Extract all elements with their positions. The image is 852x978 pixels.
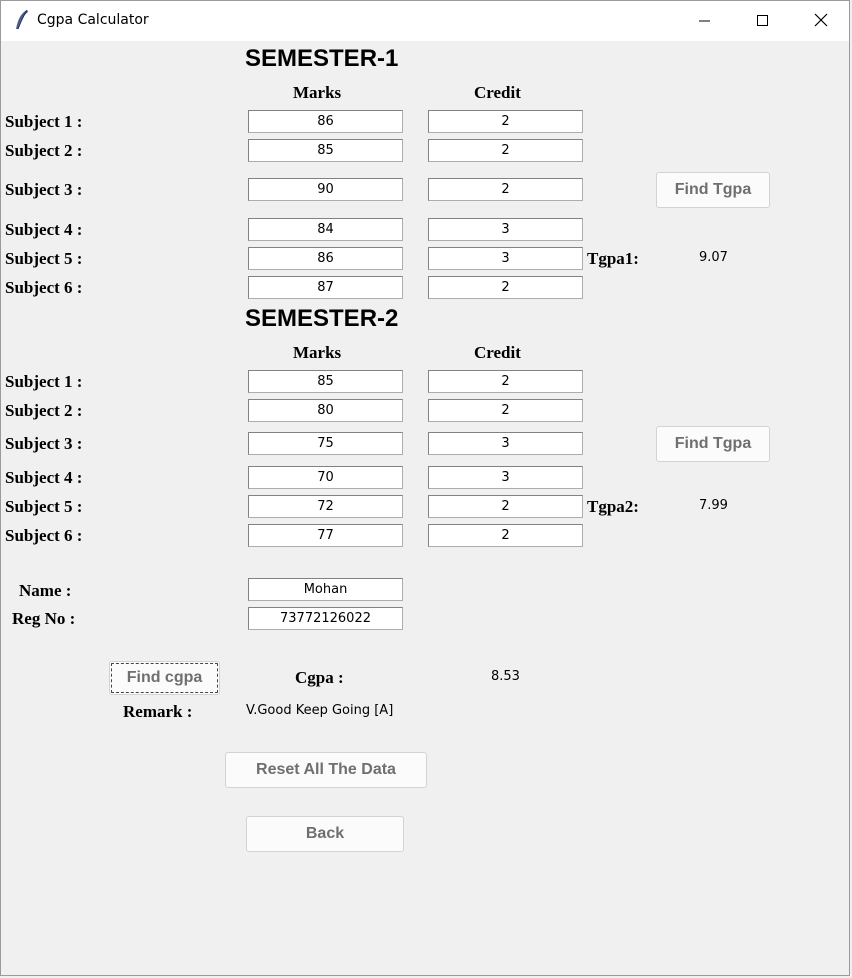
sem2-subject4-credit-input[interactable]: 3 [428,466,583,489]
sem1-subject3-marks-input[interactable]: 90 [248,178,403,201]
sem2-subject4-label: Subject 4 : [5,468,83,487]
sem1-subject5-label: Subject 5 : [5,249,83,268]
name-input[interactable]: Mohan [248,578,403,601]
sem1-subject3-label: Subject 3 : [5,180,83,199]
title-bar [1,1,850,41]
sem2-subject2-credit-input[interactable]: 2 [428,399,583,422]
sem2-subject6-label: Subject 6 : [5,526,83,545]
minimize-button[interactable] [676,1,734,41]
sem2-subject2-marks-input[interactable]: 80 [248,399,403,422]
sem1-subject2-label: Subject 2 : [5,141,83,160]
sem2-subject4-marks-input[interactable]: 70 [248,466,403,489]
reg-no-label: Reg No : [12,609,76,628]
sem1-subject2-credit-input[interactable]: 2 [428,139,583,162]
sem1-subject1-credit-input[interactable]: 2 [428,110,583,133]
maximize-button[interactable] [734,1,792,41]
sem1-subject6-credit-input[interactable]: 2 [428,276,583,299]
sem1-subject5-credit-input[interactable]: 3 [428,247,583,270]
sem1-subject6-label: Subject 6 : [5,278,83,297]
sem1-subject4-credit-input[interactable]: 3 [428,218,583,241]
sem2-subject1-marks-input[interactable]: 85 [248,370,403,393]
semester2-title: SEMESTER-2 [245,305,399,332]
sem2-subject5-label: Subject 5 : [5,497,83,516]
tgpa2-label: Tgpa2: [587,497,639,516]
window-title: Cgpa Calculator [37,12,149,28]
close-icon [814,12,828,31]
sem2-subject1-credit-input[interactable]: 2 [428,370,583,393]
semester1-title: SEMESTER-1 [245,45,399,72]
sem2-find-tgpa-button[interactable]: Find Tgpa [656,426,770,462]
tgpa1-label: Tgpa1: [587,249,639,268]
sem1-subject1-marks-input[interactable]: 86 [248,110,403,133]
reset-all-button[interactable]: Reset All The Data [225,752,427,788]
sem1-subject3-credit-input[interactable]: 2 [428,178,583,201]
sem1-subject2-marks-input[interactable]: 85 [248,139,403,162]
sem2-subject1-label: Subject 1 : [5,372,83,391]
maximize-icon [757,12,769,31]
semester1-marks-header: Marks [293,83,342,102]
reg-no-input[interactable]: 73772126022 [248,607,403,630]
sem1-subject4-marks-input[interactable]: 84 [248,218,403,241]
semester2-marks-header: Marks [293,343,342,362]
sem1-find-tgpa-button[interactable]: Find Tgpa [656,172,770,208]
minimize-icon [699,12,711,31]
remark-label: Remark : [123,702,193,721]
cgpa-label: Cgpa : [295,668,344,687]
sem1-subject5-marks-input[interactable]: 86 [248,247,403,270]
sem1-subject4-label: Subject 4 : [5,220,83,239]
sem2-subject6-credit-input[interactable]: 2 [428,524,583,547]
remark-value: V.Good Keep Going [A] [246,703,394,718]
sem1-subject1-label: Subject 1 : [5,112,83,131]
close-button[interactable] [792,1,850,41]
cgpa-value: 8.53 [491,669,520,684]
sem1-subject6-marks-input[interactable]: 87 [248,276,403,299]
sem2-subject3-marks-input[interactable]: 75 [248,432,403,455]
sem2-subject2-label: Subject 2 : [5,401,83,420]
semester1-credit-header: Credit [474,83,521,102]
semester2-credit-header: Credit [474,343,521,362]
tgpa2-value: 7.99 [699,498,728,513]
sem2-subject5-credit-input[interactable]: 2 [428,495,583,518]
find-cgpa-button[interactable]: Find cgpa [109,661,220,695]
sem2-subject6-marks-input[interactable]: 77 [248,524,403,547]
sem2-subject5-marks-input[interactable]: 72 [248,495,403,518]
tgpa1-value: 9.07 [699,250,728,265]
feather-icon [12,9,32,31]
sem2-subject3-credit-input[interactable]: 3 [428,432,583,455]
back-button[interactable]: Back [246,816,404,852]
sem2-subject3-label: Subject 3 : [5,434,83,453]
name-label: Name : [19,581,72,600]
